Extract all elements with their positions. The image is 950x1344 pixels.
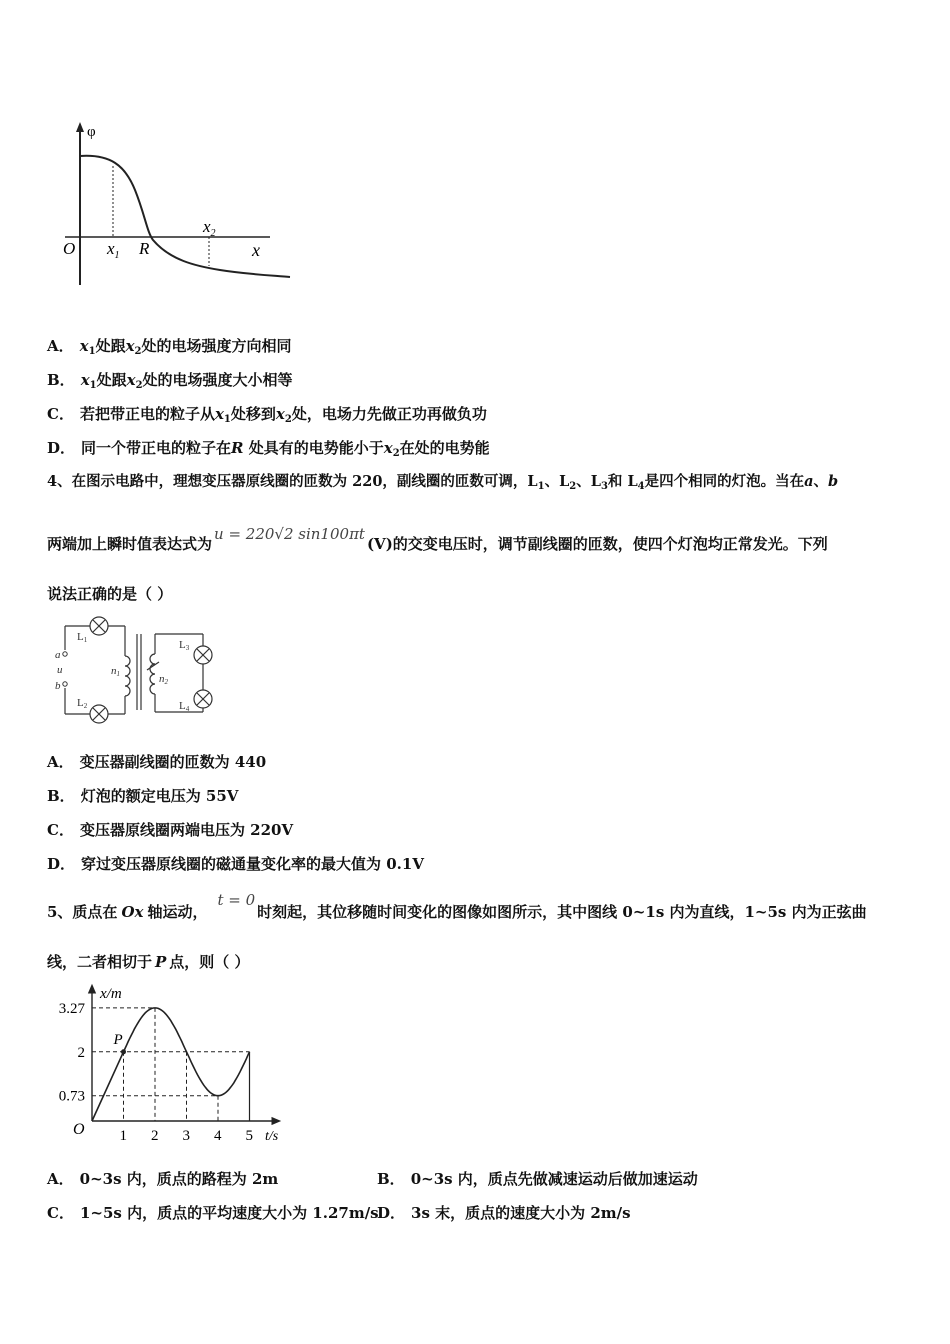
r-label: R xyxy=(139,239,150,258)
q5-stem-line2: 线，二者相切于 P 点，则（ ） xyxy=(47,953,250,971)
chart-origin: O xyxy=(73,1121,85,1138)
phi-label: φ xyxy=(87,124,96,140)
displacement-time-chart xyxy=(45,982,295,1147)
q5-option-c: C． 1~5s 内，质点的平均速度大小为 1.27m/s xyxy=(47,1204,379,1222)
y-tick-label: 2 xyxy=(77,1044,85,1061)
series-line xyxy=(92,1052,124,1121)
terminal-a-label: a xyxy=(55,649,61,661)
x-axis-label: x xyxy=(252,240,260,260)
x-tick-label: 2 xyxy=(151,1128,159,1144)
chart-point-p: P xyxy=(113,1031,123,1048)
origin-label: O xyxy=(63,239,76,258)
x1-label: $x_1$ xyxy=(107,239,120,261)
q4-stem-line2: 两端加上瞬时值表达式为u = 220√2 sin100πt(V)的交变电压时，调节副线圈的匝数，使四个灯泡均正常发光。下列 xyxy=(47,525,828,553)
x-tick-label: 4 xyxy=(214,1128,222,1144)
point-p-marker xyxy=(121,1049,126,1054)
q4-option-d: D． 穿过变压器原线圈的磁通量变化率的最大值为 0.1V xyxy=(47,855,424,873)
q4-stem-line1: 4、在图示电路中，理想变压器原线圈的匝数为 220，副线圈的匝数可调，$L_1$、$L_2$、$L_3$和 $L_4$是四个相同的灯泡。当在a、b xyxy=(47,473,839,492)
potential-graph xyxy=(55,120,300,295)
chart-ylabel: x/m xyxy=(100,986,122,1002)
y-tick-label: 3.27 xyxy=(58,1000,85,1017)
x-tick-label: 3 xyxy=(182,1128,190,1144)
q5-stem-line1: 5、质点在 Ox 轴运动，t = 0时刻起，其位移随时间变化的图像如图所示，其中图线 0~1s 内为直线，1~5s 内为正弦曲 xyxy=(47,891,867,921)
q4-option-b: B． 灯泡的额定电压为 55V xyxy=(47,787,239,805)
lamp-l2 xyxy=(90,705,108,723)
n1-label: n1 xyxy=(111,665,120,678)
x-tick-label: 5 xyxy=(245,1128,253,1144)
x2-label: $x_2$ xyxy=(203,217,216,239)
voltage-formula: u = 220√2 sin100πt xyxy=(214,525,365,543)
l4-label: L4 xyxy=(179,700,190,713)
x-tick-label: 1 xyxy=(119,1128,127,1144)
lamp-l4 xyxy=(194,690,212,708)
lamp-l3 xyxy=(194,646,212,664)
q5-option-a: A． 0~3s 内，质点的路程为 2m xyxy=(47,1170,279,1188)
chart-xlabel: t/s xyxy=(265,1129,279,1144)
q3-option-c: C． 若把带正电的粒子从$x_1$处移到$x_2$处，电场力先做正功再做负功 xyxy=(47,405,487,425)
transformer-circuit xyxy=(55,612,220,727)
l2-label: L2 xyxy=(77,697,88,710)
terminal-b-label: b xyxy=(55,680,61,692)
q5-option-b: B． 0~3s 内，质点先做减速运动后做加速运动 xyxy=(377,1170,698,1188)
q3-option-a: A． $x_1$处跟$x_2$处的电场强度方向相同 xyxy=(47,337,292,357)
q5-option-d: D． 3s 末，质点的速度大小为 2m/s xyxy=(377,1204,631,1222)
q4-option-a: A． 变压器副线圈的匝数为 440 xyxy=(47,753,267,771)
y-axis-arrow xyxy=(76,122,84,132)
y-tick-label: 0.73 xyxy=(58,1088,85,1105)
lamp-l1 xyxy=(90,617,108,635)
q3-option-b: B． $x_1$处跟$x_2$处的电场强度大小相等 xyxy=(47,371,293,391)
q3-option-d: D． 同一个带正电的粒子在R 处具有的电势能小于$x_2$在处的电势能 xyxy=(47,439,490,459)
l3-label: L3 xyxy=(179,639,190,652)
q4-option-c: C． 变压器原线圈两端电压为 220V xyxy=(47,821,294,839)
l1-label: L1 xyxy=(77,631,88,644)
voltage-u-label: u xyxy=(57,664,63,676)
t-zero-formula: t = 0 xyxy=(217,891,256,909)
q4-stem-line3: 说法正确的是（ ） xyxy=(47,585,173,603)
n2-label: n2 xyxy=(159,673,168,686)
